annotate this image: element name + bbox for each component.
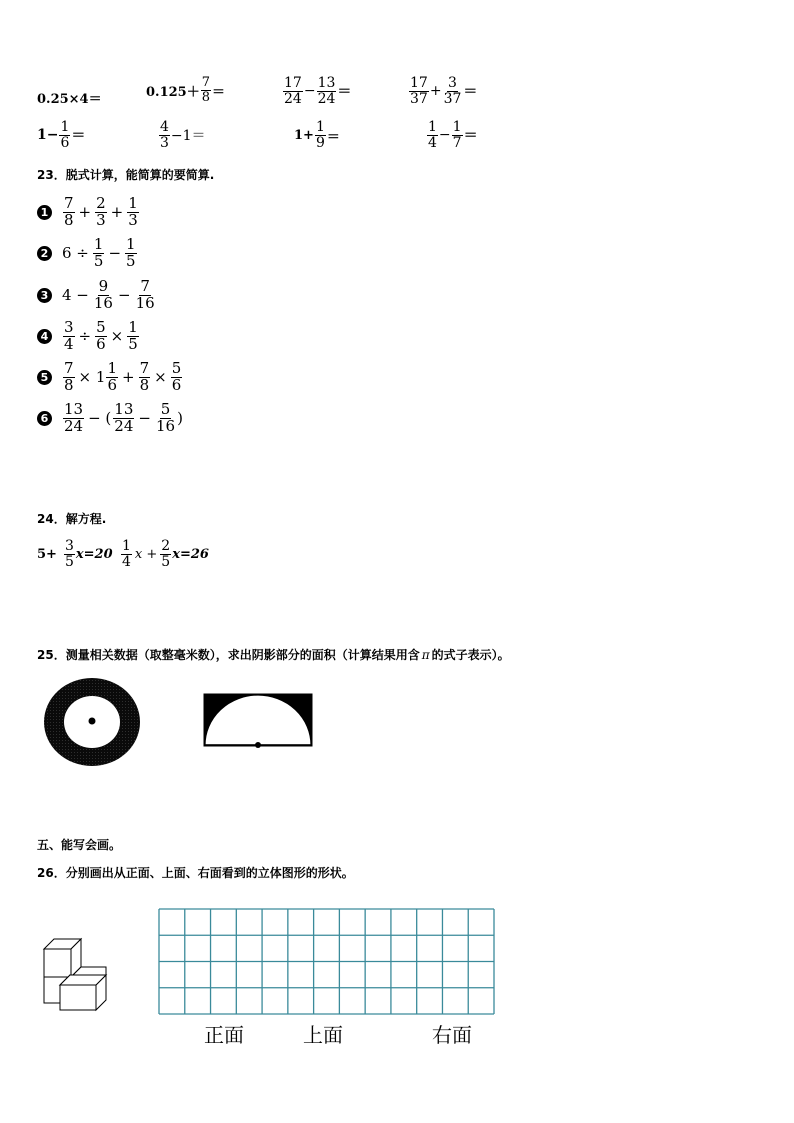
ring-figure	[40, 676, 144, 768]
q24-equation-2: $\frac{1}{4}$ x + $\frac{2}{5}$ x=26	[122, 538, 209, 570]
circled-number: 4	[37, 329, 52, 344]
q23-item-1: 1 $\frac{7}{8}$ + $\frac{2}{3}$ + $\frac{1}{3}$	[37, 196, 140, 229]
pi-symbol: π	[421, 648, 430, 662]
circled-number: 1	[37, 205, 52, 220]
circled-number: 6	[37, 411, 52, 426]
semicircle-figure	[203, 693, 313, 748]
label-top-view: 上面	[303, 1023, 343, 1047]
q23-item-2: 2 6 ÷ $\frac{1}{5}$ − $\frac{1}{5}$	[37, 237, 138, 270]
oral-r2-d: $\frac{1}{4}$ − $\frac{1}{7}$ ＝	[428, 119, 478, 151]
q24-title: 24．解方程.	[37, 512, 107, 526]
label-front-view: 正面	[204, 1023, 244, 1047]
q23-title: 23．脱式计算，能简算的要简算.	[37, 168, 215, 182]
cube-stack-figure	[40, 937, 110, 1013]
circled-number: 5	[37, 370, 52, 385]
oral-r1-d: $\frac{17}{37}$ + $\frac{3}{37}$ ＝	[410, 75, 478, 107]
oral-r1-c: $\frac{17}{24}$ − $\frac{13}{24}$ ＝	[284, 75, 352, 107]
oral-r2-c: 1+ $\frac{1}{9}$ ＝	[294, 119, 340, 151]
oral-r1-b: 0.125＋ $\frac{7}{8}$ ＝	[146, 75, 226, 105]
oral-r1-a: 0.25×4＝	[37, 92, 102, 107]
oral-r2-b: $\frac{4}{3}$ −1＝	[160, 119, 206, 151]
oral-r2-a: 1− $\frac{1}{6}$ ＝	[37, 119, 86, 151]
circled-number: 3	[37, 288, 52, 303]
q23-item-4: 4 $\frac{3}{4}$ ÷ $\frac{5}{6}$ × $\frac{1}{5}$	[37, 320, 140, 353]
drawing-grid[interactable]	[158, 908, 495, 1015]
q23-item-3: 3 4 − $\frac{9}{16}$ − $\frac{7}{16}$	[37, 279, 157, 312]
q24-equation-1: 5+ $\frac{3}{5}$ x=20	[37, 538, 113, 570]
section5-title: 五、能写会画。	[37, 838, 122, 852]
center-point	[255, 742, 261, 748]
q23-item-5: 5 $\frac{7}{8}$ × 1 $\frac{1}{6}$ + $\frac{7}{8}$ × $\frac{5}{6}$	[37, 361, 183, 394]
q26-title: 26．分别画出从正面、上面、右面看到的立体图形的形状。	[37, 866, 354, 880]
q23-item-6: 6 $\frac{13}{24}$ − ( $\frac{13}{24}$ − $\frac{5}{16}$ )	[37, 402, 183, 435]
label-right-view: 右面	[432, 1023, 472, 1047]
q25-title: 25．测量相关数据（取整毫米数），求出阴影部分的面积（计算结果用含 π 的式子表示）。	[37, 648, 510, 662]
circled-number: 2	[37, 246, 52, 261]
center-point	[89, 718, 96, 725]
